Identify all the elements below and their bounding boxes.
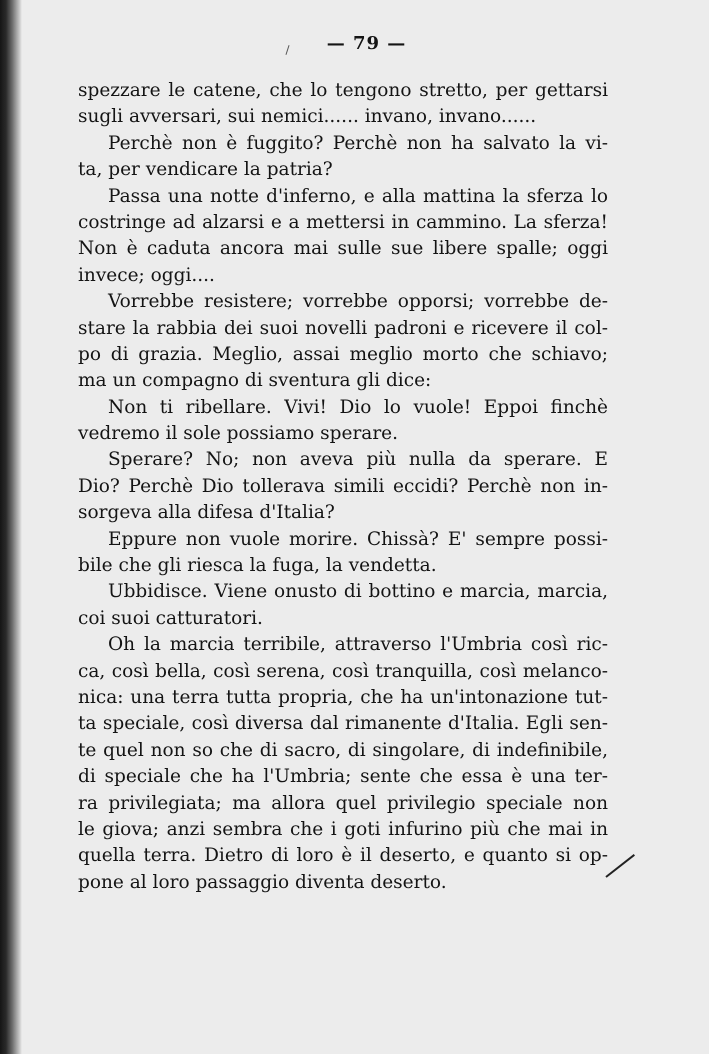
text-line: ma un compagno di sventura gli dice: <box>78 370 432 392</box>
text-line: te quel non so che di sacro, di singolare, di indefinibile, <box>78 739 608 761</box>
text-line: Sperare? No; non aveva più nulla da sperare. E <box>108 449 608 471</box>
text-line: stare la rabbia dei suoi novelli padroni e ricevere il col- <box>78 317 608 339</box>
text-line: ta, per vendicare la patria? <box>78 159 333 181</box>
margin-pencil-stroke <box>605 854 635 878</box>
text-line: di speciale che ha l'Umbria; sente che essa è una ter- <box>78 766 608 788</box>
text-line: sugli avversari, sui nemici...... invano, invano...... <box>78 106 537 128</box>
text-line: Perchè non è fuggito? Perchè non ha salvato la vi- <box>108 132 608 154</box>
text-line: invece; oggi.... <box>78 264 215 286</box>
text-line: Ubbidisce. Viene onusto di bottino e marcia, marcia, <box>108 581 608 603</box>
text-line: Passa una notte d'inferno, e alla mattina la sferza lo <box>108 185 608 207</box>
page-number: — 79 — <box>326 33 407 54</box>
text-line: le giova; anzi sembra che i goti infurino più che mai in <box>78 818 608 840</box>
text-line: bile che gli riesca la fuga, la vendetta. <box>78 555 437 577</box>
text-line: ta speciale, così diversa dal rimanente d'Italia. Egli sen- <box>78 713 608 735</box>
text-line: Eppure non vuole morire. Chissà? E' sempre possi- <box>108 528 608 550</box>
text-line: pone al loro passaggio diventa deserto. <box>78 871 447 893</box>
text-line: Non è caduta ancora mai sulle sue libere spalle; oggi <box>78 238 608 260</box>
text-line: Vorrebbe resistere; vorrebbe opporsi; vorrebbe de- <box>108 291 608 313</box>
text-line: nica: una terra tutta propria, che ha un'intonazione tut- <box>78 686 608 708</box>
binding-edge-shadow <box>0 0 22 1054</box>
text-line: sorgeva alla difesa d'Italia? <box>78 502 335 524</box>
text-line: ca, così bella, così serena, così tranquilla, così melanco- <box>78 660 608 682</box>
text-line: Non ti ribellare. Vivi! Dio lo vuole! Eppoi finchè <box>108 396 608 418</box>
text-line: po di grazia. Meglio, assai meglio morto che schiavo; <box>78 343 608 365</box>
text-line: ra privilegiata; ma allora quel privilegio speciale non <box>78 792 608 814</box>
text-line: Dio? Perchè Dio tollerava simili eccidi? Perchè non in- <box>78 475 608 497</box>
text-line: vedremo il sole possiamo sperare. <box>78 423 398 445</box>
text-line: quella terra. Dietro di loro è il deserto, e quanto si op- <box>78 845 608 867</box>
text-line: coi suoi catturatori. <box>78 607 263 629</box>
body-text <box>78 78 608 896</box>
text-line: costringe ad alzarsi e a mettersi in cammino. La sferza! <box>78 211 608 233</box>
text-line: Oh la marcia terribile, attraverso l'Umbria così ric- <box>108 634 608 656</box>
text-line: spezzare le catene, che lo tengono stretto, per gettarsi <box>78 80 608 101</box>
